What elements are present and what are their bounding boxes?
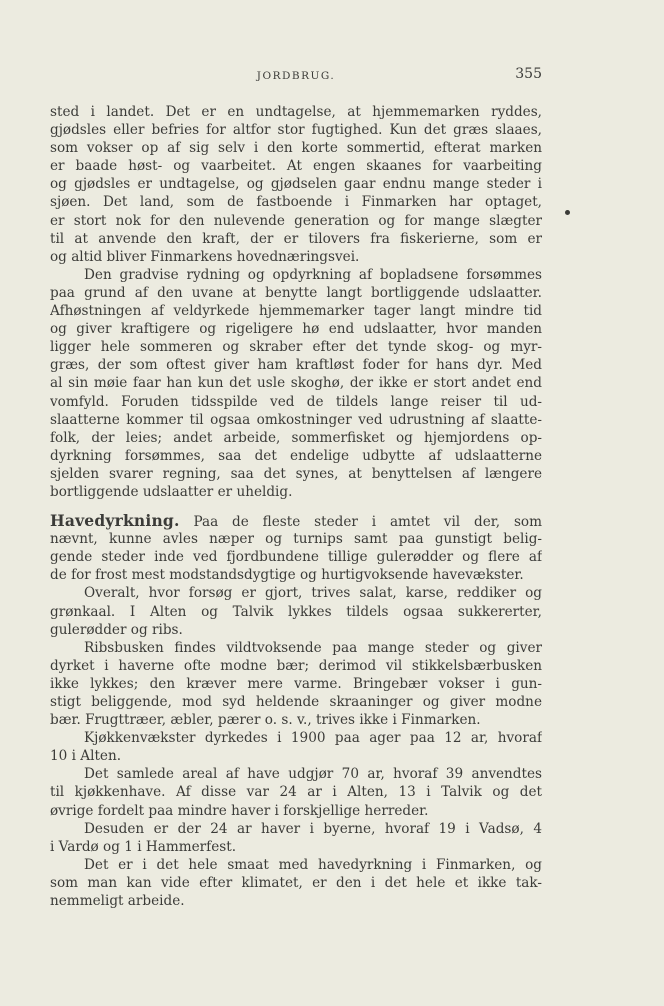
text-line: Afhøstningen af veldyrkede hjemmemarker tager langt mindre tid [50,303,542,320]
running-head: JORDBRUG. [256,70,336,82]
text-line: slaatterne kommer til ogsaa omkostninger ved udrustning af slaatte- [50,411,542,428]
paragraph [50,639,542,729]
text-line: Det samlede areal af have udgjør 70 ar, hvoraf 39 anvendtes [84,766,542,783]
text-line: og altid bliver Finmarkens hovednæringsvei. [50,248,360,265]
text-line: nemmeligt arbeide. [50,893,185,910]
text-line: vomfyld. Foruden tidsspilde ved de tildels lange reiser til ud- [50,393,542,410]
text-line-rest: Paa de fleste steder i amtet vil der, som [193,514,542,531]
paragraph [50,103,542,266]
paragraph [50,729,542,765]
text-line: som vokser op af sig selv i den korte sommertid, efterat marken [50,140,542,157]
text-line: de for frost mest modstandsdygtige og hurtigvoksende havevækster. [50,567,524,584]
page-number: 355 [515,66,542,82]
section-first-line [50,512,542,530]
section-heading: Havedyrkning. [50,512,180,531]
margin-dot-mark [565,210,570,215]
text-line: sjøen. Det land, som de fastboende i Finmarken har optaget, [50,194,542,211]
text-line: 10 i Alten. [50,748,122,765]
text-line: stigt beliggende, mod syd heldende skraaninger og giver modne [50,694,542,710]
text-line: Desuden er der 24 ar haver i byerne, hvoraf 19 i Vadsø, 4 [84,820,542,837]
text-line: folk, der leies; andet arbeide, sommerfisket og hjemjordens op- [50,429,542,446]
text-line: dyrket i haverne ofte modne bær; derimod vil stikkelsbærbusken [50,657,542,674]
text-line: gende steder inde ved fjordbundene tillige gulerødder og flere af [50,549,542,566]
paragraph [50,584,542,638]
text-line: er baade høst- og vaarbeitet. At engen skaanes for vaarbeiting [50,158,542,175]
text-line: i Vardø og 1 i Hammerfest. [50,838,237,855]
text-line: sted i landet. Det er en undtagelse, at hjemmemarken ryddes, [50,104,542,120]
text-line: ikke lykkes; den kræver mere varme. Bringebær vokser i gun- [50,675,542,692]
text-line: gjødsles eller befries for altfor stor fugtighed. Kun det græs slaaes, [50,122,542,139]
text-line: dyrkning forsømmes, saa det endelige udbytte af udslaatterne [50,447,542,464]
section-gap [50,501,542,512]
text-line: Det er i det hele smaat med havedyrkning i Finmarken, og [84,856,542,873]
text-line: græs, der som oftest giver ham kraftløst foder for hans dyr. Med [50,357,542,374]
paragraph [50,266,542,501]
paragraph [50,856,542,910]
text-line: er stort nok for den nulevende generation og for mange slægter [50,212,542,229]
text-line: sjelden svarer regning, saa det synes, at benyttelsen af længere [50,465,542,482]
paragraph [50,820,542,856]
text-line: og giver kraftigere og rigeligere hø end udslaatter, hvor manden [50,321,542,338]
text-line: al sin møie faar han kun det usle skoghø, der ikke er stort andet end [50,375,542,392]
text-line: gulerødder og ribs. [50,621,183,638]
text-line: og gjødsles er undtagelse, og gjødselen gaar endnu mange steder i [50,176,542,193]
text-line: ligger hele sommeren og skraber efter det tynde skog- og myr- [50,339,542,356]
section-havedyrkning [50,512,542,584]
text-line: øvrige fordelt paa mindre haver i forskjellige herreder. [50,802,429,819]
text-line: Overalt, hvor forsøg er gjort, trives salat, karse, reddiker og [84,585,542,602]
text-line: nævnt, kunne avles næper og turnips samt paa gunstigt belig- [50,531,542,548]
text-line: til kjøkkenhave. Af disse var 24 ar i Alten, 13 i Talvik og det [50,784,542,801]
text-line: Den gradvise rydning og opdyrkning af bopladsene forsømmes [84,266,542,283]
text-line: bortliggende udslaatter er uheldig. [50,483,293,500]
text-line: paa grund af den uvane at benytte langt bortliggende udslaatter. [50,284,542,301]
text-line: Ribsbusken findes vildtvoksende paa mange steder og giver [84,639,542,656]
page-header [50,66,542,88]
text-line: til at anvende den kraft, der er tilovers fra fiskerierne, som er [50,230,542,247]
text-line: bær. Frugttræer, æbler, pærer o. s. v., trives ikke i Finmarken. [50,712,481,729]
page-body [50,103,542,910]
text-line: som man kan vide efter klimatet, er den i det hele et ikke tak- [50,874,542,891]
text-line: Kjøkkenvækster dyrkedes i 1900 paa ager paa 12 ar, hvoraf [84,730,542,747]
paragraph [50,765,542,819]
text-line: grønkaal. I Alten og Talvik lykkes tildels ogsaa sukkererter, [50,603,542,620]
